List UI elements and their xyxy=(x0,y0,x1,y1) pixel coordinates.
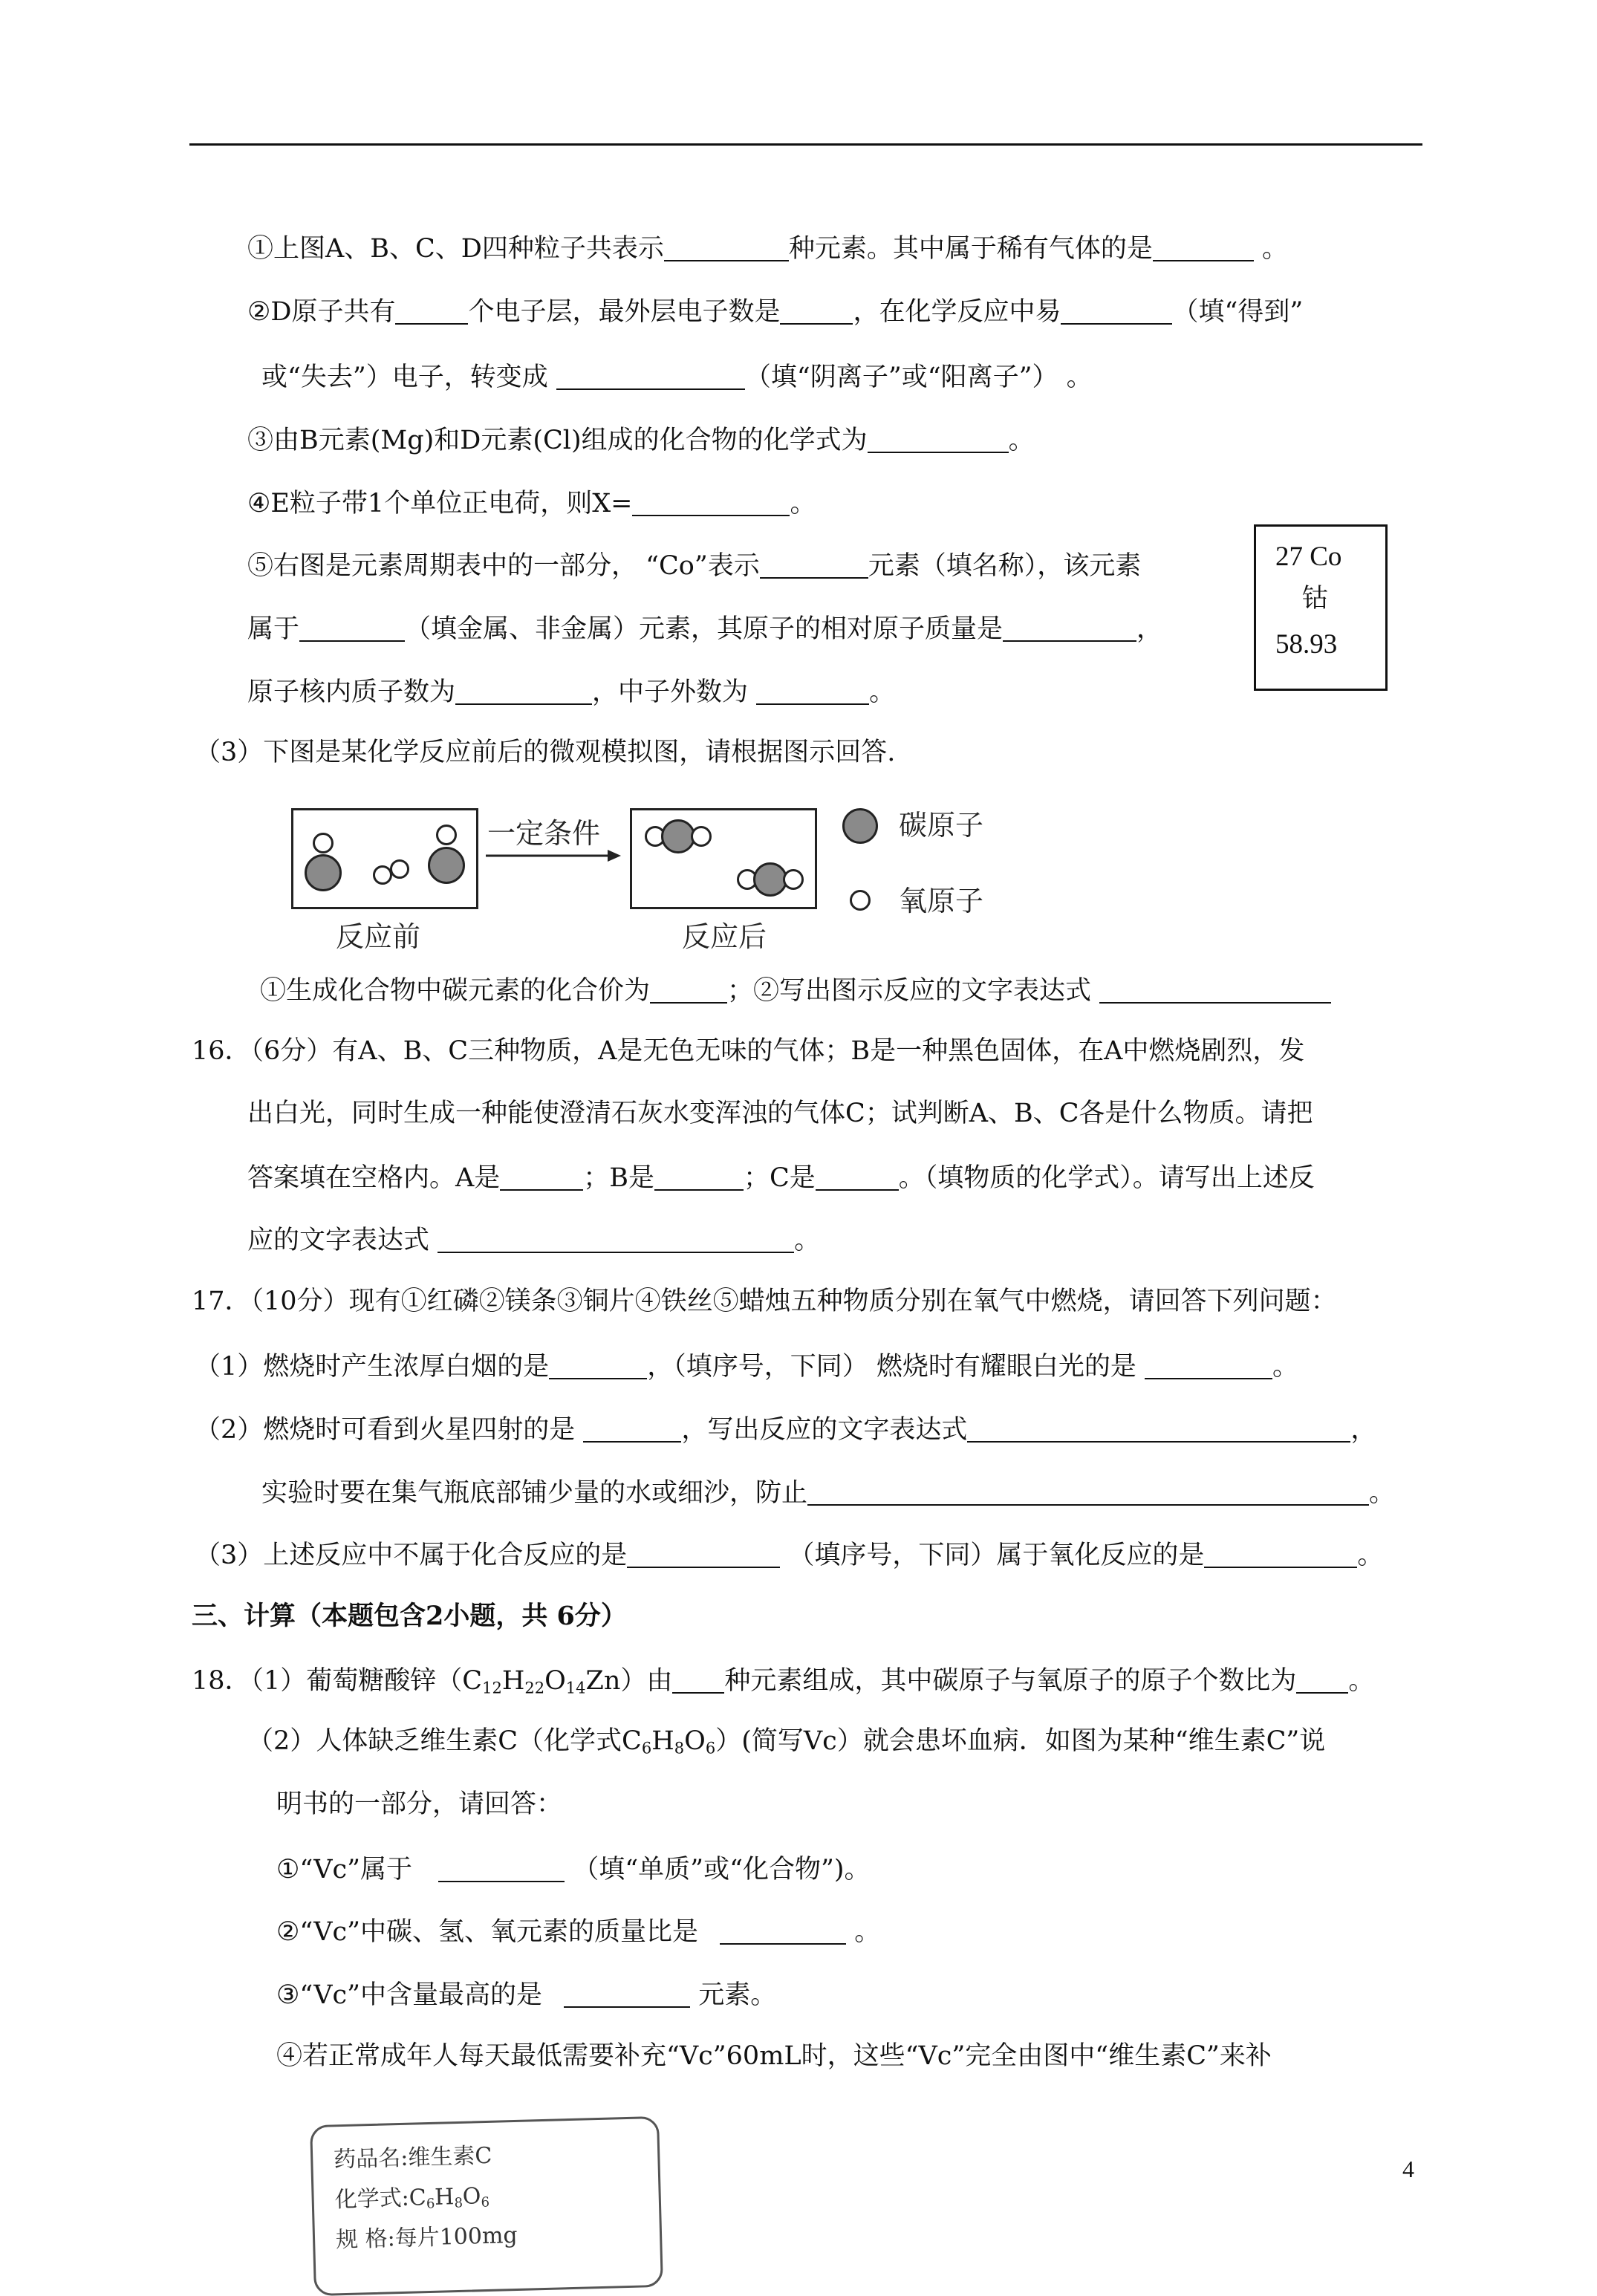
text: 。 xyxy=(1253,234,1288,264)
q17-line-4 xyxy=(261,1478,1395,1506)
text: 。 xyxy=(846,1917,881,1947)
answer-blank[interactable] xyxy=(868,426,1009,453)
answer-blank[interactable] xyxy=(756,677,869,705)
drug-spec: 规 格:每片100mg xyxy=(335,2222,518,2254)
answer-blank[interactable] xyxy=(780,297,853,325)
atomic-number: 27 Co xyxy=(1275,542,1342,572)
answer-blank[interactable] xyxy=(1145,1352,1272,1379)
q18-line-3: 明书的一部分，请回答： xyxy=(276,1789,563,1819)
reaction-arrow-icon xyxy=(483,847,624,865)
text: ， xyxy=(1350,1415,1377,1445)
text: 。 xyxy=(1272,1352,1299,1382)
text: ，中子外数为 xyxy=(592,677,757,707)
text: ）(简写Vc）就会患坏血病．如图为某种“维生素C”说 xyxy=(715,1726,1326,1756)
text: 18．（1）葡萄糖酸锌（C xyxy=(192,1666,483,1696)
answer-blank[interactable] xyxy=(556,362,745,390)
atomic-mass: 58.93 xyxy=(1275,629,1338,660)
q17-line-3 xyxy=(195,1415,1376,1443)
answer-blank[interactable] xyxy=(583,1415,681,1443)
answer-blank[interactable] xyxy=(500,1163,583,1191)
oxygen-atom xyxy=(390,859,409,879)
text: （1）燃烧时产生浓厚白烟的是 xyxy=(195,1352,550,1382)
text: （填“得到” xyxy=(1172,297,1304,327)
legend-carbon-label: 碳原子 xyxy=(899,809,984,842)
answer-blank[interactable] xyxy=(1003,614,1136,642)
text: ①上图A、B、C、D四种粒子共表示 xyxy=(247,234,664,264)
subscript: 14 xyxy=(565,1679,586,1697)
page-number: 4 xyxy=(1402,2156,1414,2182)
text: ③“Vc”中含量最高的是 xyxy=(276,1980,551,2010)
q17-line-1: 17．（10分）现有①红磷②镁条③铜片④铁丝⑤蜡烛五种物质分别在氧气中燃烧，请回答下列问题： xyxy=(192,1287,1337,1316)
question-line-5 xyxy=(247,489,816,517)
text: ，在化学反应中易 xyxy=(853,297,1061,327)
answer-blank[interactable] xyxy=(1296,1666,1348,1694)
question-line-6 xyxy=(247,551,1141,579)
answer-blank[interactable] xyxy=(650,976,727,1004)
text: ③由B元素(Mg)和D元素(Cl)组成的化合物的化学式为 xyxy=(247,426,868,455)
question-part-3: （3）下图是某化学反应前后的微观模拟图，请根据图示回答. xyxy=(195,738,896,767)
q17-line-5 xyxy=(195,1541,1383,1569)
text: （填序号，下同）属于氧化反应的是 xyxy=(780,1541,1205,1570)
question-line-7 xyxy=(247,614,1162,643)
text: 。 xyxy=(1369,1478,1396,1508)
text: ④E粒子带1个单位正电荷，则X= xyxy=(247,489,633,518)
answer-blank[interactable] xyxy=(455,677,592,705)
section-3-heading: 三、计算（本题包含2小题，共 6分） xyxy=(192,1601,627,1631)
carbon-atom xyxy=(428,847,465,884)
q16-line-3 xyxy=(247,1163,1315,1191)
answer-blank[interactable] xyxy=(807,1478,1369,1506)
carbon-atom xyxy=(305,854,342,891)
q18-line-7: ④若正常成年人每天最低需要补充“Vc”60mL时，这些“Vc”完全由图中“维生素C”来补 xyxy=(276,2041,1272,2071)
text: 原子核内质子数为 xyxy=(247,677,456,707)
answer-blank[interactable] xyxy=(1061,297,1172,325)
answer-blank[interactable] xyxy=(720,1917,846,1945)
subscript: 6 xyxy=(705,1739,716,1757)
answer-blank[interactable] xyxy=(564,1980,690,2008)
text: ②D原子共有 xyxy=(247,297,396,327)
text: 属于 xyxy=(247,614,300,644)
answer-blank[interactable] xyxy=(664,234,789,261)
text: 。 xyxy=(790,489,816,518)
before-label: 反应前 xyxy=(336,920,421,953)
periodic-table-cell-cobalt xyxy=(1254,524,1388,691)
text: 种元素组成，其中碳原子与氧原子的原子个数比为 xyxy=(724,1666,1297,1696)
text: ， xyxy=(1136,614,1163,644)
answer-blank[interactable] xyxy=(438,1226,794,1253)
q18-line-1 xyxy=(192,1666,1375,1697)
text: （3）上述反应中不属于化合反应的是 xyxy=(195,1541,628,1570)
question-line-1 xyxy=(247,234,1288,262)
subscript: 6 xyxy=(641,1739,652,1757)
text: ，写出反应的文字表达式 xyxy=(681,1415,968,1445)
text: 个电子层，最外层电子数是 xyxy=(468,297,781,327)
legend-oxygen-label: 氧原子 xyxy=(899,885,984,917)
text: ⑤右图是元素周期表中的一部分， “Co”表示 xyxy=(247,551,760,581)
legend-carbon-icon xyxy=(842,808,878,844)
answer-blank[interactable] xyxy=(816,1163,899,1191)
text: 。 xyxy=(1348,1666,1375,1696)
text: H xyxy=(501,1666,525,1696)
text: O xyxy=(684,1726,706,1756)
subscript: 22 xyxy=(524,1679,545,1697)
answer-blank[interactable] xyxy=(632,489,790,516)
question-line-4 xyxy=(247,426,1035,454)
q16-line-1: 16．（6分）有A、B、C三种物质，A是无色无味的气体；B是一种黑色固体，在A中燃烧剧烈，发 xyxy=(192,1036,1305,1066)
after-label: 反应后 xyxy=(682,920,767,953)
text: ，（填序号，下同） 燃烧时有耀眼白光的是 xyxy=(647,1352,1145,1382)
answer-blank[interactable] xyxy=(438,1855,565,1882)
text: 种元素。其中属于稀有气体的是 xyxy=(788,234,1153,264)
after-box xyxy=(630,808,817,909)
text: ；②写出图示反应的文字表达式 xyxy=(727,976,1100,1006)
q18-line-5 xyxy=(276,1917,880,1945)
answer-blank[interactable] xyxy=(760,551,868,579)
question-line-10 xyxy=(260,976,1331,1004)
oxygen-atom xyxy=(313,833,334,853)
text: O xyxy=(544,1666,566,1696)
text: ①生成化合物中碳元素的化合价为 xyxy=(260,976,651,1006)
text: 元素（填名称），该元素 xyxy=(868,551,1142,581)
text: （填“阴离子”或“阳离子”） 。 xyxy=(744,362,1093,392)
text: ；B是 xyxy=(583,1163,655,1193)
text: ；C是 xyxy=(744,1163,816,1193)
answer-blank[interactable] xyxy=(549,1352,647,1379)
q16-line-4 xyxy=(247,1226,820,1254)
text: 元素。 xyxy=(690,1980,777,2010)
answer-blank[interactable] xyxy=(395,297,468,325)
text: 答案填在空格内。A是 xyxy=(247,1163,501,1193)
oxygen-atom xyxy=(436,825,457,845)
text: ②“Vc”中碳、氢、氧元素的质量比是 xyxy=(276,1917,707,1947)
answer-blank[interactable] xyxy=(1204,1541,1357,1568)
question-line-3 xyxy=(261,362,1093,391)
text: （填“单质”或“化合物”)。 xyxy=(565,1855,871,1884)
vitamin-c-label-image xyxy=(310,2116,663,2296)
answer-blank[interactable] xyxy=(654,1163,744,1191)
text: 。 xyxy=(1357,1541,1384,1570)
q18-line-4 xyxy=(276,1855,871,1883)
q18-line-2 xyxy=(247,1726,1326,1757)
header-rule xyxy=(189,143,1422,146)
text: 实验时要在集气瓶底部铺少量的水或细沙，防止 xyxy=(261,1478,808,1508)
oxygen-atom xyxy=(691,826,712,847)
text: 。 xyxy=(1008,426,1035,455)
text: 或“失去”）电子，转变成 xyxy=(261,362,556,392)
answer-blank[interactable] xyxy=(1153,234,1254,261)
drug-name: 药品名:维生素C xyxy=(333,2142,492,2173)
element-name: 钴 xyxy=(1302,584,1329,614)
q17-line-2 xyxy=(195,1352,1298,1380)
text: （2）人体缺乏维生素C（化学式C xyxy=(247,1726,642,1756)
subscript: 8 xyxy=(674,1739,685,1757)
answer-blank[interactable] xyxy=(299,614,405,642)
text: 。（填物质的化学式）。请写出上述反 xyxy=(898,1163,1315,1193)
drug-formula: 化学式$:C_6H_8O_6$ xyxy=(334,2183,490,2214)
text: 应的文字表达式 xyxy=(247,1226,438,1255)
arrow-label: 一定条件 xyxy=(487,817,601,850)
text: H xyxy=(651,1726,674,1756)
oxygen-atom xyxy=(783,869,804,890)
text: （2）燃烧时可看到火星四射的是 xyxy=(195,1415,584,1445)
text: 。 xyxy=(869,677,896,707)
text: Zn）由 xyxy=(585,1666,673,1696)
text: 。 xyxy=(794,1226,821,1255)
question-line-8 xyxy=(247,677,895,706)
subscript: 12 xyxy=(482,1679,502,1697)
text: ①“Vc”属于 xyxy=(276,1855,421,1884)
answer-blank[interactable] xyxy=(1099,976,1331,1004)
q16-line-2: 出白光，同时生成一种能使澄清石灰水变浑浊的气体C；试判断A、B、C各是什么物质。请把 xyxy=(247,1099,1313,1128)
question-line-2 xyxy=(247,297,1303,325)
text: （填金属、非金属）元素，其原子的相对原子质量是 xyxy=(405,614,1004,644)
answer-blank[interactable] xyxy=(672,1666,724,1694)
answer-blank[interactable] xyxy=(967,1415,1350,1443)
answer-blank[interactable] xyxy=(627,1541,780,1568)
q18-line-6 xyxy=(276,1980,776,2009)
legend-oxygen-icon xyxy=(850,890,871,911)
